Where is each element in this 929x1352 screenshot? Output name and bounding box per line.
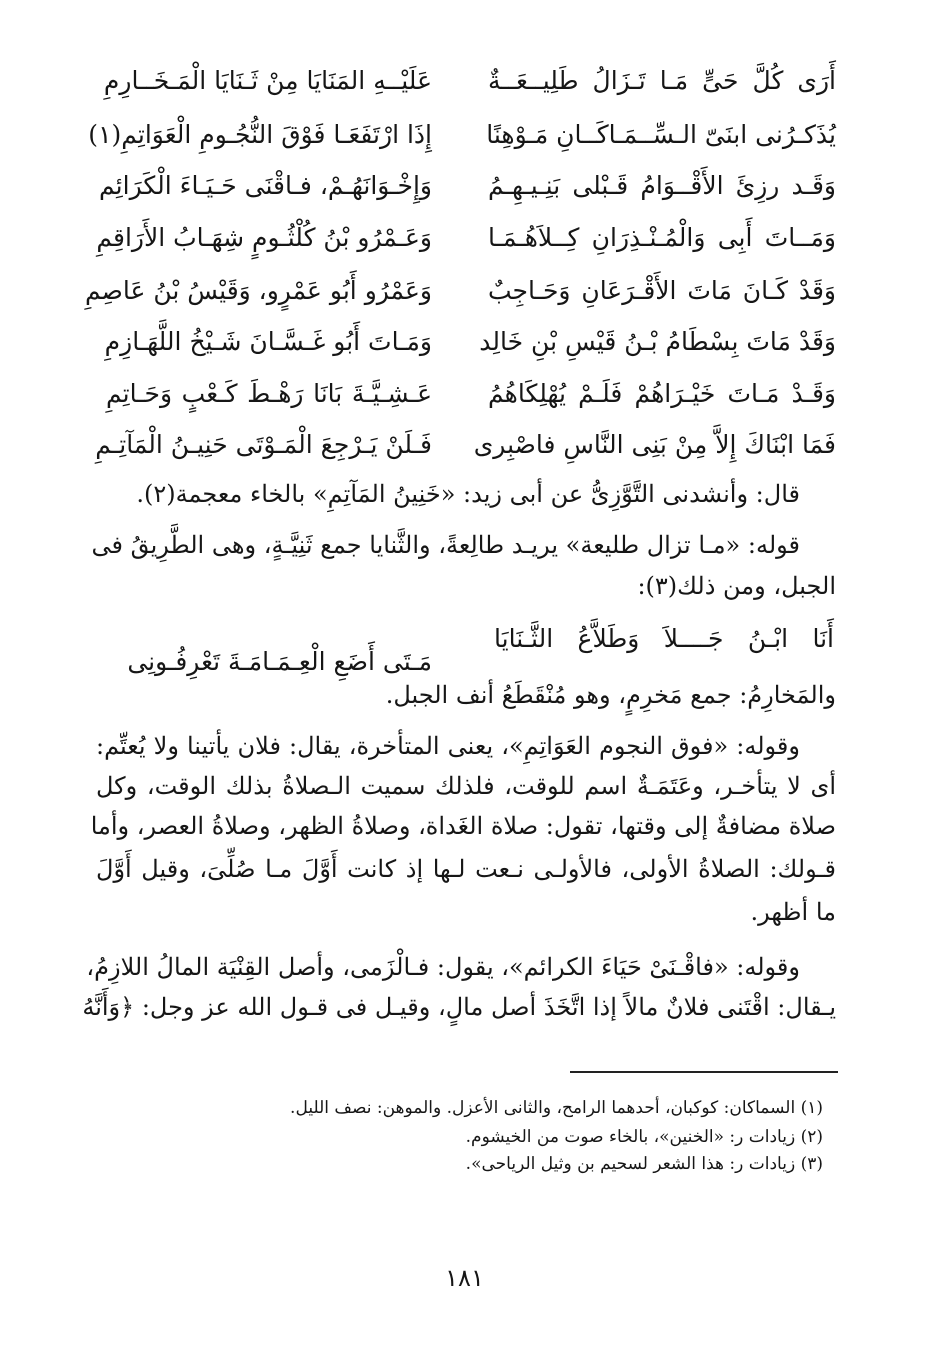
page-number: ١٨١ xyxy=(445,1264,484,1292)
poem-hemistich-second: عَـشِـيَّـةَ بَانَا رَهْـطَ كَـعْبٍ وَحَـاتِمِ xyxy=(106,379,432,408)
prose-line: والمَخارِمُ: جمع مَخرِمٍ، وهو مُنْقَطَعُ أنف الجبل. xyxy=(385,681,836,709)
prose-line: يـقال: اقْتَنى فلانٌ مالاً إذا اتَّخَذَ أصل مالٍ، وقيـل فى قـول الله عز وجل: ﴿وَأَنَّهُ xyxy=(82,993,836,1021)
prose-line: أى لا يتأخـر، وعَتَمَـةٌ اسم للوقت، فلذلك سميت الـصلاةُ بذلك الوقت، وكل xyxy=(96,772,836,800)
prose-line: قوله: «مـا تزال طليعة» يريـد طالِعةً، والثَّنايا جمع ثَنِيَّـةٍ، وهى الطَّرِيقُ فى xyxy=(91,531,800,559)
footnote-2: (٢) زيادات ر: «الخنين»، بالخاء صوت من الخيشوم. xyxy=(465,1127,823,1147)
poem-hemistich-second: وَمَـاتَ أَبُو غَـسَّـانَ شَـيْخُ اللَّهَـازِمِ xyxy=(104,327,432,356)
poem-hemistich-second: إِذَا ارْتَفَعَـا فَوْقَ النُّجُـومِ الْعَوَاتِمِ(١) xyxy=(88,120,432,149)
prose-line: الجبل، ومن ذلك(٣): xyxy=(637,572,836,600)
poem-hemistich-first: وَقَدْ مَاتَ بِسْطَامُ بْـنُ قَيْسِ بْنِ خَالِد xyxy=(479,327,836,356)
prose-line: وقوله: «فاقْـنَىْ حَيَاءَ الكرائم»، يقول: فـالْزَمى، وأصل القِنْيَة المالُ اللازِمُ، xyxy=(86,953,800,981)
poem-hemistich-first: أَنَا ابْـنُ جَــــلاَ وَطَلاَّعُ الثَّـنَايَا xyxy=(494,624,834,653)
poem-hemistich-first: وَقَـدْ مَـاتَ خَيْـرَاهُمْ فَلَـمْ يُهْلِكَاهُمُ xyxy=(488,379,836,408)
poem-hemistich-first: أَرَى كُلَّ حَىٍّ مَـا تَـزَالُ طَلِيــعَــةٌ xyxy=(488,66,836,95)
poem-hemistich-second: مَـتَى أَضَعِ الْعِـمَـامَـةَ تَعْرِفُـونِى xyxy=(127,647,432,676)
poem-hemistich-first: وَمَــاتَ أَبِى وَالْمُـنْـذِرَانِ كِــلاَهُـمَـا xyxy=(488,223,836,252)
footnote-divider xyxy=(570,1071,838,1073)
poem-hemistich-second: عَلَيْــهِ المَنَايَا مِنْ ثَـنَايَا الْمَـخَــارِمِ xyxy=(103,66,432,95)
poem-hemistich-first: وَقَدْ كَـانَ مَاتَ الأَقْـرَعَانِ وَحَـاجِبٌ xyxy=(488,276,836,305)
poem-hemistich-second: وَعَـمْرُو بْنُ كُلْثُـومٍ شِهَـابُ الأَرَاقِمِ xyxy=(96,223,432,252)
prose-line: قال: وأنشدنى التَّوَّزِىُّ عن أبى زيد: «خَنِينُ المَآتِمِ» بالخاء معجمة(٢). xyxy=(136,480,800,508)
footnote-3: (٣) زيادات ر: هذا الشعر لسحيم بن وثيل الرياحى». xyxy=(465,1154,823,1174)
prose-line: ما أظهر. xyxy=(750,898,836,926)
poem-hemistich-second: وَعَمْرُو أَبُو عَمْرٍو، وَقَيْسُ بْنُ عَاصِمِ xyxy=(85,276,432,305)
poem-hemistich-first: فَمَا ابْنَاكَ إِلاَّ مِنْ بَنِى النَّاسِ فاصْبِرى xyxy=(473,430,836,459)
footnote-1: (١) السماكان: كوكبان، أحدهما الرامح، والثانى الأعزل. والموهن: نصف الليل. xyxy=(290,1098,823,1118)
prose-line: وقوله: «فوق النجوم العَوَاتِمِ»، يعنى المتأخرة، يقال: فلان يأتينا ولا يُعتِّم: xyxy=(96,732,800,760)
poem-hemistich-second: وَإِخْـوَانَهُـمْ، فـاقْنَى حَـيَـاءَ الْكَرَائِم xyxy=(99,171,432,200)
poem-hemistich-second: فَـلَنْ يَـرْجِعَ الْمَـوْتَى حَنِيـنُ الْمَآتِـمِ xyxy=(95,430,432,459)
prose-line: قـولك: الصلاةُ الأولى، فالأولـى نـعت لـها إذ كانت أَوَّلَ مـا صُلِّىَ، وقيل أَوَّلَ xyxy=(96,855,836,883)
poem-hemistich-first: يُذَكـرُنى ابنَىّ الـسِّــمَـاكَــانِ مَـوْهِنًا xyxy=(486,120,836,149)
prose-line: صلاة مضافةٌ إلى وقتها، تقول: صلاة الغَداة، وصلاةُ الظهر، وصلاةُ العصر، وأما xyxy=(90,812,836,840)
poem-hemistich-first: وَقَـد رزِئَ الأَقْــوَامُ قَـبْلى بَنِـيـهِـمُ xyxy=(488,171,836,200)
